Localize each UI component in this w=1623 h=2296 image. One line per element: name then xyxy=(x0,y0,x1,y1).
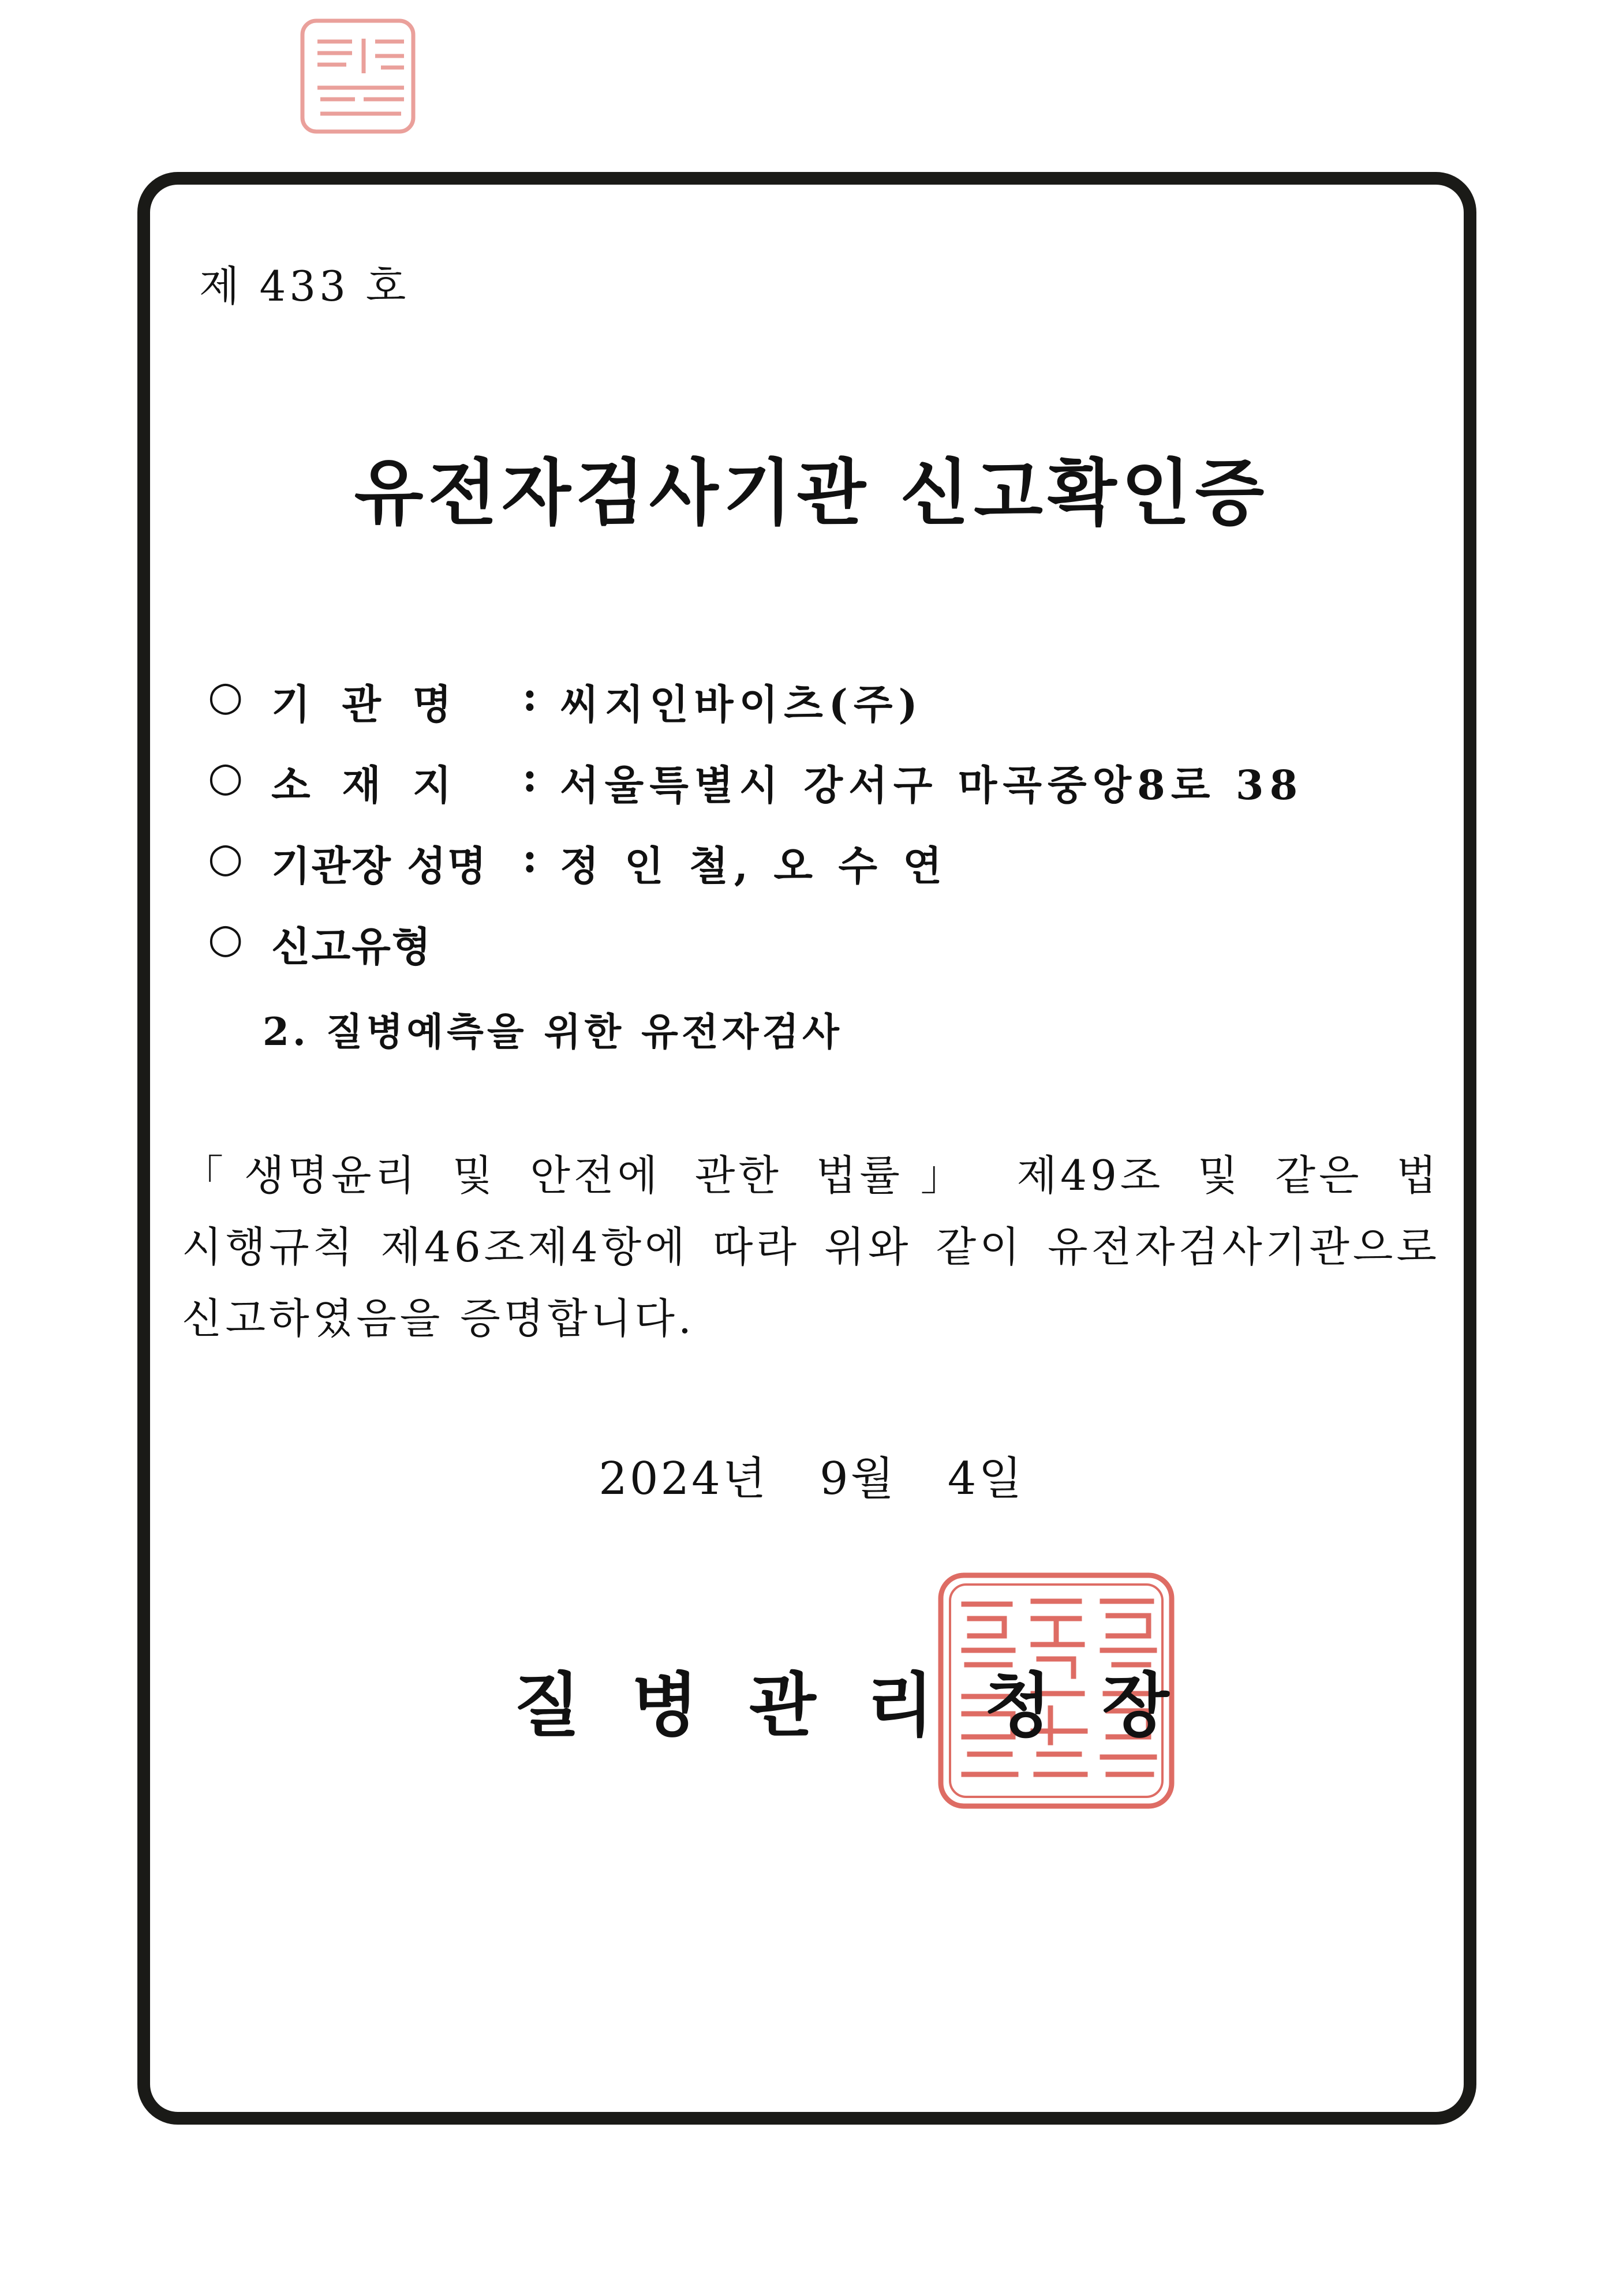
report-type-item: 2. 질병예측을 위한 유전자검사 xyxy=(263,1009,843,1054)
field-colon: : xyxy=(522,672,537,720)
field-value: 정 인 철, 오 수 연 xyxy=(560,842,948,890)
document-number-value: 433 xyxy=(259,262,349,310)
issuer-name: 질병관리청장 xyxy=(514,1665,1220,1746)
field-label: 소 재 지 xyxy=(271,761,453,809)
bullet-circle: ○ xyxy=(208,915,244,962)
field-colon: : xyxy=(522,834,537,882)
field-value: 서울특별시 강서구 마곡중앙8로 38 xyxy=(560,761,1304,809)
field-label: 신고유형 xyxy=(271,923,432,971)
issue-date-month: 9월 xyxy=(819,1453,896,1505)
document-number-suffix: 호 xyxy=(365,262,410,310)
document-number xyxy=(199,253,409,313)
field-colon: : xyxy=(522,753,537,801)
issue-date-year: 2024년 xyxy=(599,1453,769,1505)
certification-statement: 「생명윤리 및 안전에 관한 법률」 제49조 및 같은 법 시행규칙 제46조제4항에 따라 위와 같이 유전자검사기관으로 신고하였음을 증명합니다. xyxy=(182,1151,1440,1343)
field-value: 씨지인바이츠(주) xyxy=(560,680,923,728)
field-label: 기관장 성명 xyxy=(271,842,488,890)
document-number-prefix: 제 xyxy=(199,262,243,310)
issue-date-day: 4일 xyxy=(947,1453,1024,1505)
small-seal-stamp xyxy=(294,13,421,140)
certificate-title: 유전자검사기관 신고확인증 xyxy=(354,451,1269,535)
bullet-circle: ○ xyxy=(208,834,244,881)
issue-date xyxy=(0,1443,1623,1507)
bullet-circle: ○ xyxy=(208,753,244,800)
bullet-circle: ○ xyxy=(208,672,244,720)
field-label: 기 관 명 xyxy=(271,680,453,728)
